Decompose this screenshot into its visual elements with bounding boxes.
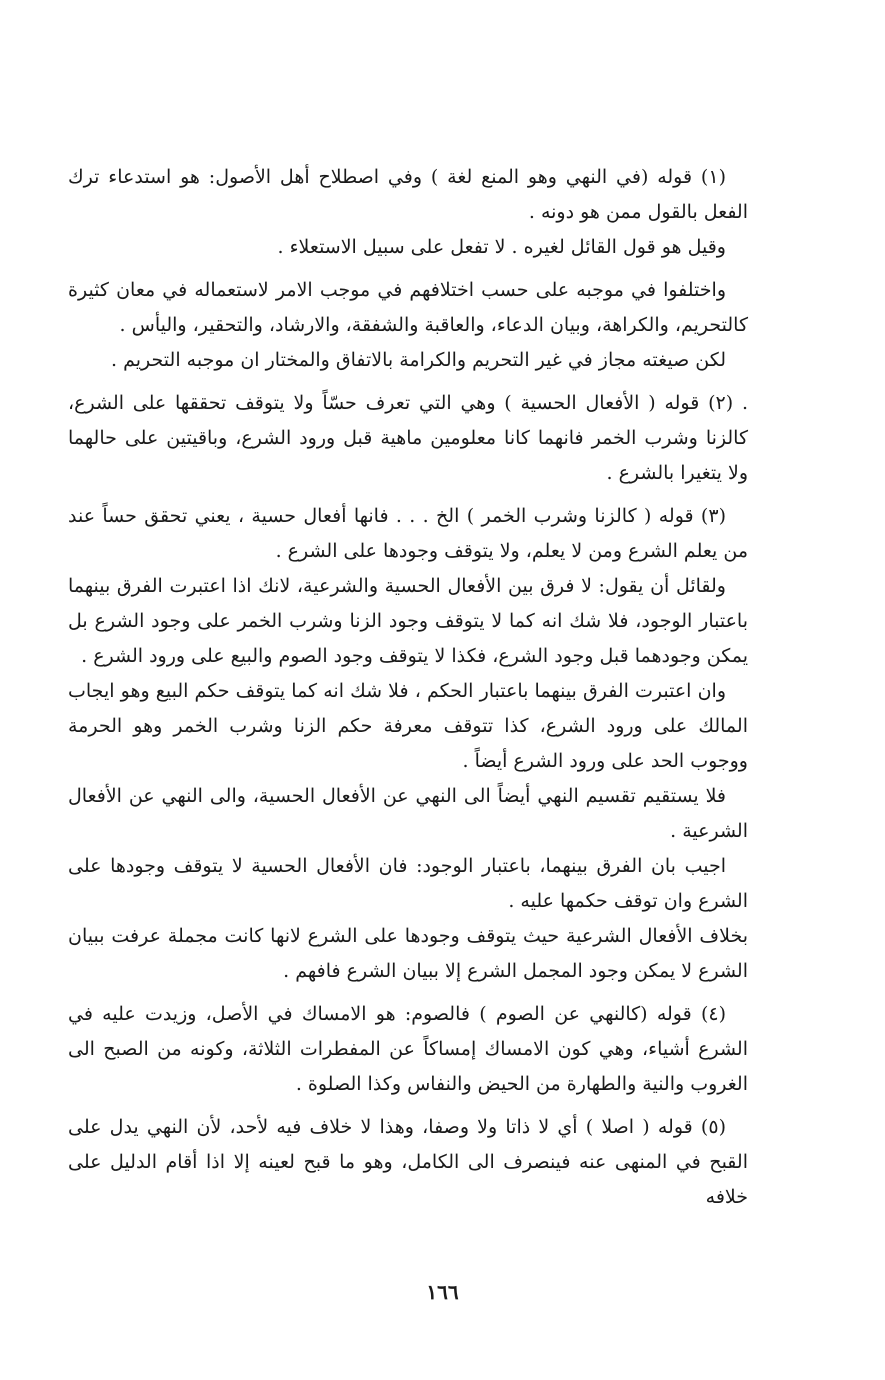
footnote-1-conclusion: لكن صيغته مجاز في غير التحريم والكرامة بالاتفاق والمختار ان موجبه التحريم . bbox=[111, 349, 726, 371]
footnote-2: . (٢) قوله ( الأفعال الحسية ) وهي التي تعرف حسّاً ولا يتوقف تحققها على الشرع، كالزنا وشرب الخمر فانهما كانا معلومين ماهية قبل ورود الشرع، وباقيتين على حالهما ولا يتغيرا بالشرع . bbox=[68, 392, 748, 484]
footnote-3-answer-cont: بخلاف الأفعال الشرعية حيث يتوقف وجودها على الشرع لانها كانت مجملة عرفت ببيان الشرع لا يمكن وجود المجمل الشرع إلا ببيان الشرع فافهم . bbox=[68, 925, 748, 982]
footnote-3-objection: ولقائل أن يقول: لا فرق بين الأفعال الحسية والشرعية، لانك اذا اعتبرت الفرق بينهما باعتبار الوجود، فلا شك انه كما لا يتوقف وجود الزنا وشرب الخمر على وجود الشرع بل يمكن وجودهما قبل وجود الشرع، فكذا لا يتوقف وجود الصوم والبيع على ورود الشرع . bbox=[68, 575, 748, 667]
page-number: ١٦٦ bbox=[426, 1280, 459, 1304]
footnote-3: (٣) قوله ( كالزنا وشرب الخمر ) الخ . . . فانها أفعال حسية ، يعني تحقق حساً عند من يعلم الشرع ومن لا يعلم، ولا يتوقف وجودها على الشرع . bbox=[68, 505, 748, 562]
footnote-3-answer: اجيب بان الفرق بينهما، باعتبار الوجود: فان الأفعال الحسية لا يتوقف وجودها على الشرع وان توقف حكمها عليه . bbox=[68, 855, 748, 912]
footnote-3-objection-cont: وان اعتبرت الفرق بينهما باعتبار الحكم ، فلا شك انه كما يتوقف حكم البيع وهو ايجاب المالك على ورود الشرع، كذا تتوقف معرفة حكم الزنا وشرب الخمر وهو الحرمة ووجوب الحد على ورود الشرع أيضاً . bbox=[68, 680, 748, 772]
footnotes-block bbox=[68, 160, 748, 1215]
footnote-4: (٤) قوله (كالنهي عن الصوم ) فالصوم: هو الامساك في الأصل، وزيدت عليه في الشرع أشياء، وهي كون الامساك إمساكاً عن المفطرات الثلاثة، وكونه من الصبح الى الغروب والنية والطهارة من الحيض والنفاس وكذا الصلوة . bbox=[68, 1003, 748, 1095]
footnote-1: (١) قوله (في النهي وهو المنع لغة ) وفي اصطلاح أهل الأصول: هو استدعاء ترك الفعل بالقول ممن هو دونه . bbox=[68, 166, 748, 223]
footnote-1-disagreement: واختلفوا في موجبه على حسب اختلافهم في موجب الامر لاستعماله في معان كثيرة كالتحريم، والكراهة، وبيان الدعاء، والعاقبة والشفقة، والارشاد، والتحقير، واليأس . bbox=[68, 279, 748, 336]
footnote-5: (٥) قوله ( اصلا ) أي لا ذاتا ولا وصفا، وهذا لا خلاف فيه لأحد، لأن النهي يدل على القبح في المنهى عنه فينصرف الى الكامل، وهو ما قبح لعينه إلا اذا أقام الدليل على خلافه bbox=[68, 1116, 748, 1208]
footnote-3-objection-result: فلا يستقيم تقسيم النهي أيضاً الى النهي عن الأفعال الحسية، والى النهي عن الأفعال الشرعية . bbox=[68, 785, 748, 842]
footnote-1-alt-definition: وقيل هو قول القائل لغيره . لا تفعل على سبيل الاستعلاء . bbox=[277, 236, 726, 258]
